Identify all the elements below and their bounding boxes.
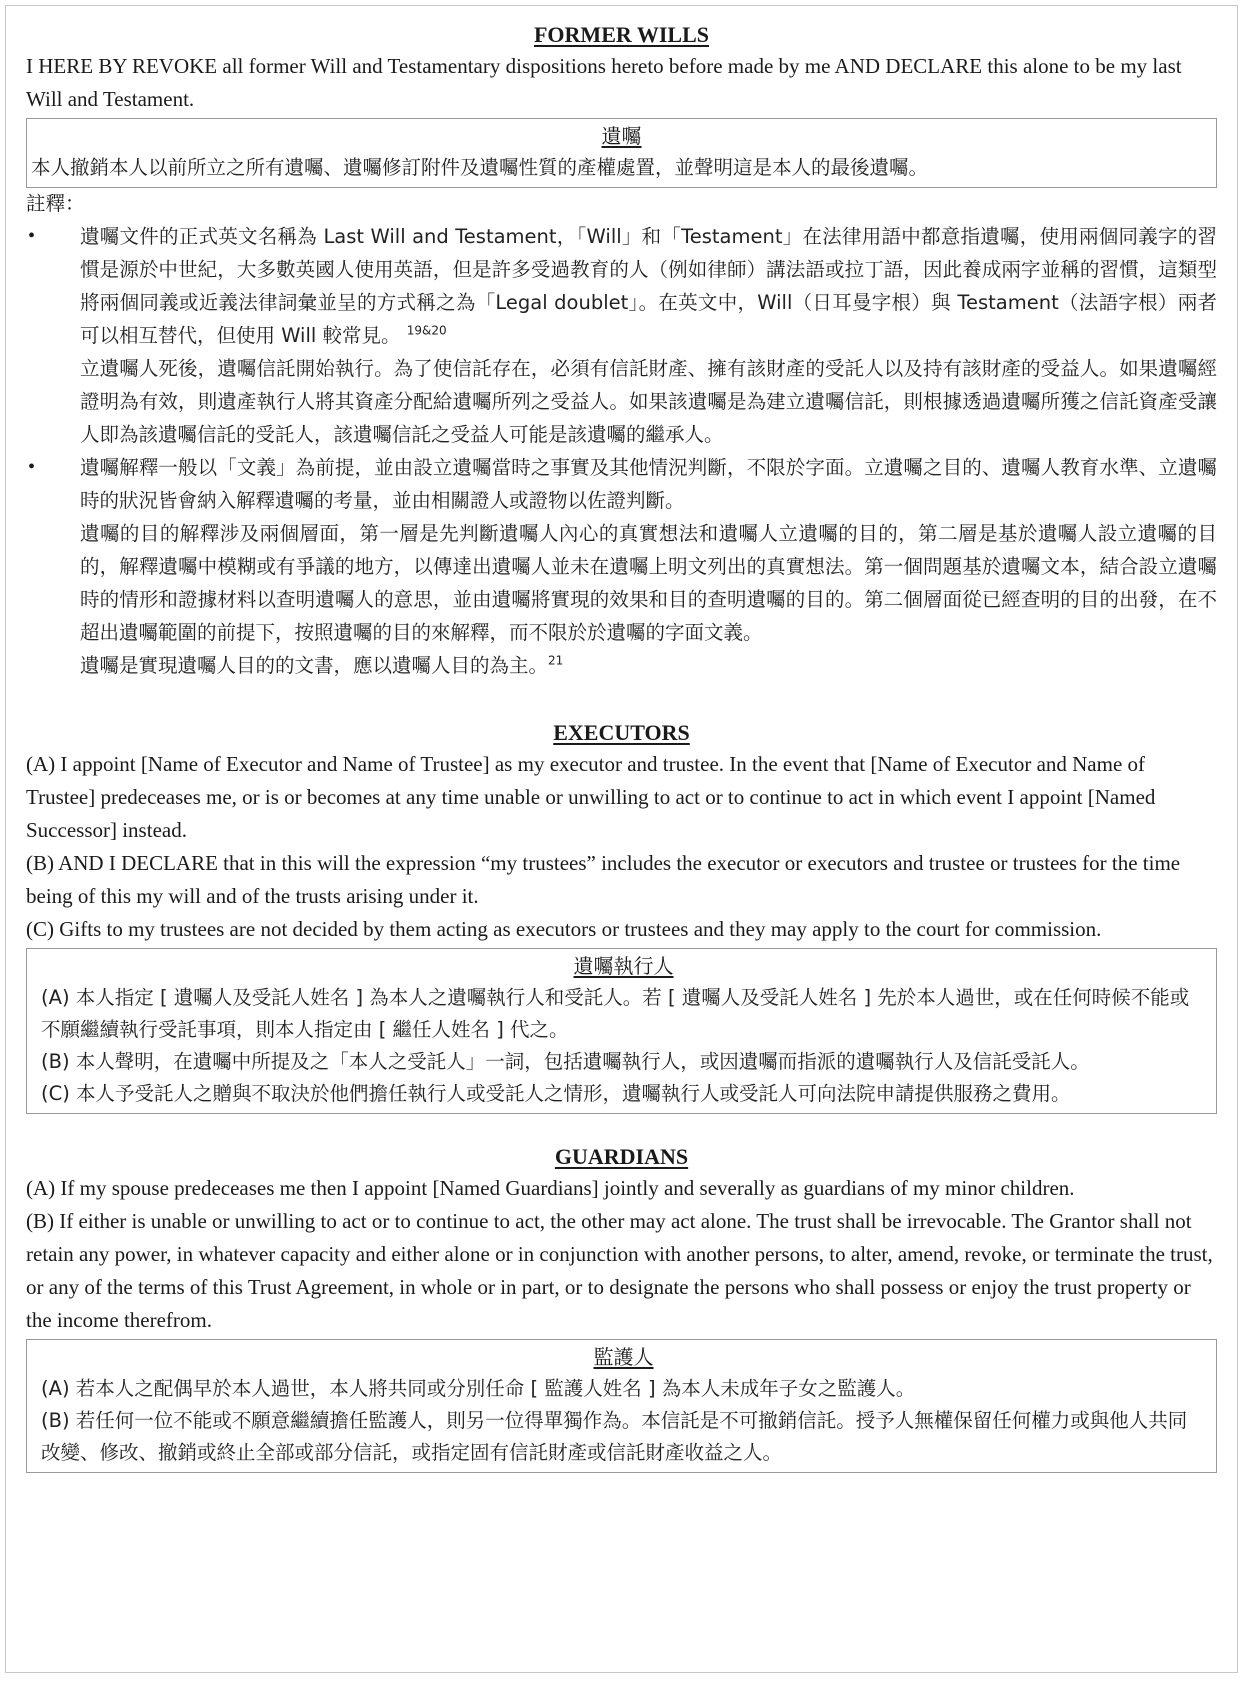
- notes-bullet-2: [26, 451, 1217, 682]
- executors-zh-clause-a: (A) 本人指定 [ 遺囑人及受託人姓名 ] 為本人之遺囑執行人和受託人。若 [ 遺囑人及受託人姓名 ] 先於本人過世，或在任何時候不能或不願繼續執行受託事項，則本人指定由 [ 繼任人姓名 ] 代之。: [41, 986, 1190, 1041]
- bullet-icon: •: [28, 456, 36, 478]
- guardians-zh-title: 監護人: [593, 1345, 654, 1369]
- executors-zh-title: 遺囑執行人: [573, 954, 674, 978]
- notes-section: [26, 188, 1217, 682]
- former-wills-zh-text: 本人撤銷本人以前所立之所有遺囑、遺囑修訂附件及遺囑性質的產權處置，並聲明這是本人的最後遺囑。: [31, 156, 929, 179]
- executors-clause-c: (C) Gifts to my trustees are not decided by them acting as executors or trustees and they may apply to the court for commission.: [26, 917, 1102, 941]
- former-wills-section: [26, 20, 1217, 188]
- footnote-ref: 19&20: [406, 323, 447, 338]
- guardians-clause-b: (B) If either is unable or unwilling to act or to continue to act, the other may act alone. The trust shall be irrevocable. The Grantor shall not retain any power, in whatever capacity and either alone or in conjunction with another persons, to alter, amend, revoke, or terminate the trust, or any of the terms of this Trust Agreement, in whole or in part, or to designate the persons who shall possess or enjoy the trust property or the income therefrom.: [26, 1209, 1213, 1332]
- section-gap: [26, 682, 1217, 718]
- executors-heading: EXECUTORS: [553, 720, 690, 745]
- guardians-zh-clause-b: (B) 若任何一位不能或不願意繼續擔任監護人，則另一位得單獨作為。本信託是不可撤銷信託。授予人無權保留任何權力或與他人共同改變、修改、撤銷或終止全部或部分信託，或指定固有信託財產或信託財產收益之人。: [41, 1409, 1188, 1464]
- footnote-ref: 21: [548, 653, 564, 668]
- note-paragraph: 遺囑的目的解釋涉及兩個層面，第一層是先判斷遺囑人內心的真實想法和遺囑人立遺囑的目的，第二層是基於遺囑人設立遺囑的目的，解釋遺囑中模糊或有爭議的地方，以傳達出遺囑人並未在遺囑上明文列出的真實想法。第一個問題基於遺囑文本，結合設立遺囑時的情形和證據材料以查明遺囑人的意思，並由遺囑將實現的效果和目的查明遺囑的目的。第二個層面從已經查明的目的出發，在不超出遺囑範圍的前提下，按照遺囑的目的來解釋，而不限於於遺囑的字面文義。: [80, 522, 1217, 644]
- executors-zh-clause-c: (C) 本人予受託人之贈與不取決於他們擔任執行人或受託人之情形，遺囑執行人或受託人可向法院申請提供服務之費用。: [41, 1082, 1071, 1105]
- note-paragraph: 遺囑文件的正式英文名稱為 Last Will and Testament，「Will」和「Testament」在法律用語中都意指遺囑，使用兩個同義字的習慣是源於中世紀，大多數英國人使用英語，但是許多受過教育的人（例如律師）講法語或拉丁語，因此養成兩字並稱的習慣，這類型將兩個同義或近義法律詞彙並呈的方式稱之為「Legal doublet」。在英文中，Will（日耳曼字根）與 Testament（法語字根）兩者可以相互替代，但使用 Will 較常見。 $^{19\&20}$: [80, 225, 1217, 347]
- executors-zh-clause-b: (B) 本人聲明，在遺囑中所提及之「本人之受託人」一詞，包括遺囑執行人，或因遺囑而指派的遺囑執行人及信託受託人。: [41, 1050, 1090, 1073]
- executors-clause-b: (B) AND I DECLARE that in this will the expression “my trustees” includes the executor or executors and trustee or trustees for the time being of this my will and of the trusts arising under it.: [26, 851, 1181, 908]
- note-paragraph: 遺囑解釋一般以「文義」為前提，並由設立遺囑當時之事實及其他情況判斷，不限於字面。立遺囑之目的、遺囑人教育水準、立遺囑時的狀況皆會納入解釋遺囑的考量，並由相關證人或證物以佐證判斷。: [80, 456, 1217, 512]
- guardians-zh-box: [26, 1339, 1217, 1473]
- guardians-section: [26, 1142, 1217, 1473]
- executors-zh-box: [26, 948, 1217, 1114]
- document-page: [5, 5, 1238, 1673]
- former-wills-zh-title: 遺囑: [601, 124, 642, 148]
- notes-label: 註釋：: [26, 192, 85, 215]
- note-paragraph: 立遺囑人死後，遺囑信託開始執行。為了使信託存在，必須有信託財產、擁有該財產的受託人以及持有該財產的受益人。如果遺囑經證明為有效，則遺產執行人將其資產分配給遺囑所列之受益人。如果該遺囑是為建立遺囑信託，則根據透過遺囑所獲之信託資產受讓人即為該遺囑信託的受託人，該遺囑信託之受益人可能是該遺囑的繼承人。: [80, 357, 1217, 446]
- guardians-clause-a: (A) If my spouse predeceases me then I appoint [Named Guardians] jointly and severally as guardians of my minor children.: [26, 1176, 1075, 1200]
- executors-clause-a: (A) I appoint [Name of Executor and Name of Trustee] as my executor and trustee. In the event that [Name of Executor and Name of Trustee] predeceases me, or is or becomes at any time unable or unwilling to act or to continue to act in which event I appoint [Named Successor] instead.: [26, 752, 1156, 842]
- executors-section: [26, 718, 1217, 1114]
- former-wills-text: I HERE BY REVOKE all former Will and Testamentary dispositions hereto before made by me AND DECLARE this alone to be my last Will and Testament.: [26, 54, 1182, 111]
- guardians-zh-clause-a: (A) 若本人之配偶早於本人過世，本人將共同或分別任命 [ 監護人姓名 ] 為本人未成年子女之監護人。: [41, 1377, 916, 1400]
- section-gap: [26, 1114, 1217, 1142]
- guardians-heading: GUARDIANS: [554, 1144, 689, 1169]
- bullet-icon: •: [28, 225, 36, 247]
- notes-bullet-1: [26, 220, 1217, 451]
- note-paragraph: 遺囑是實現遺囑人目的的文書，應以遺囑人目的為主。$^{21}$: [80, 653, 564, 677]
- former-wills-zh-box: [26, 118, 1217, 188]
- former-wills-heading: FORMER WILLS: [533, 22, 709, 47]
